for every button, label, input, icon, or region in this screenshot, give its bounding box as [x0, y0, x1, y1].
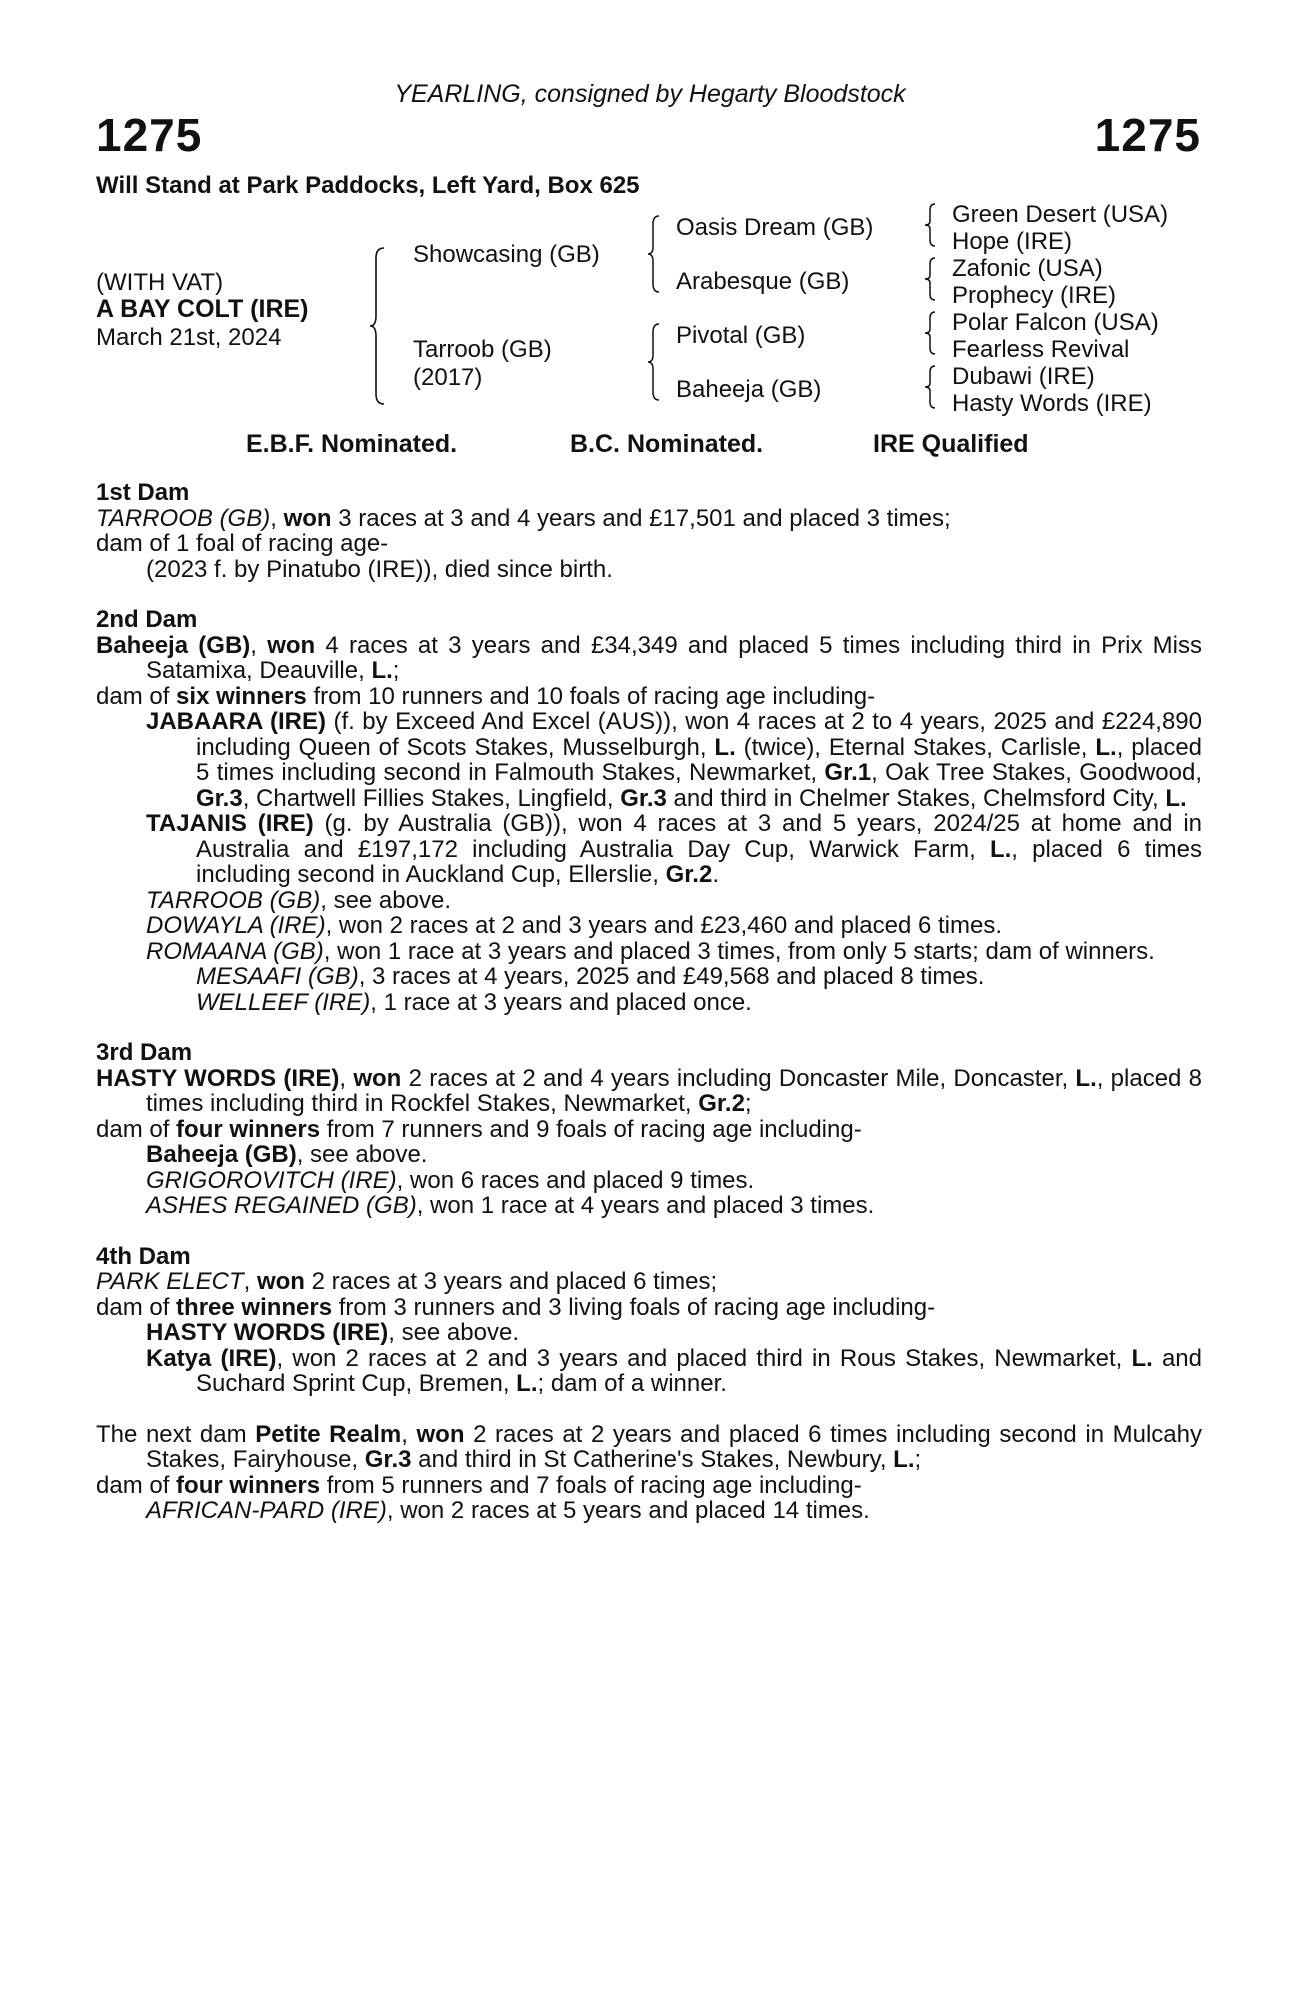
produce-entry: ASHES REGAINED (GB), won 1 race at 4 years and placed 3 times.	[146, 1192, 875, 1219]
dam-record: HASTY WORDS (IRE), won 2 races at 2 and 4 years including Doncaster Mile, Doncaster, L., placed 8 times including third in Rockfel Stakes, Newmarket, Gr.2;	[96, 1064, 1203, 1117]
dam-record: TARROOB (GB), won 3 races at 3 and 4 years and £17,501 and placed 3 times;	[96, 504, 951, 532]
produce-line: dam of three winners from 3 runners and 3 living foals of racing age including-	[96, 1293, 936, 1321]
pedigree-brace-main	[368, 246, 390, 406]
produce-entry: Katya (IRE), won 2 races at 2 and 3 years and placed third in Rous Stakes, Newmarket, L. and Suchard Sprint Cup, Bremen, L.; dam of a winner.	[146, 1344, 1202, 1397]
dam-record: The next dam Petite Realm, won 2 races at 2 years and placed 6 times including second in Mulcahy Stakes, Fairyhouse, Gr.3 and third in St Catherine's Stakes, Newbury, L.;	[96, 1420, 1203, 1473]
first-dam-section	[96, 480, 1202, 582]
pedigree-sire-sire: Oasis Dream (GB)	[676, 214, 874, 241]
produce-entry: TAJANIS (IRE) (g. by Australia (GB)), won 4 races at 3 and 5 years, 2024/25 at home and in Australia and £197,172 including Australia Day Cup, Warwick Farm, L., placed 6 times including second in Auckland Cup, Ellerslie, Gr.2.	[146, 810, 1203, 888]
fourth-dam-section	[96, 1244, 1202, 1397]
dam-name: TARROOB (GB)	[96, 504, 271, 532]
stand-location: Will Stand at Park Paddocks, Left Yard, Box 625	[96, 172, 640, 199]
lot-number-left: 1275	[96, 109, 203, 161]
pedigree-g3-3: Zafonic (USA)	[952, 255, 1103, 282]
section-heading: 3rd Dam	[96, 1039, 193, 1066]
foal-entry: (2023 f. by Pinatubo (IRE)), died since birth.	[146, 555, 613, 583]
pedigree-sire: Showcasing (GB)	[413, 241, 600, 268]
bc-nomination: B.C. Nominated.	[570, 430, 764, 458]
pedigree-g3-8: Hasty Words (IRE)	[952, 390, 1152, 417]
produce-entry: AFRICAN-PARD (IRE), won 2 races at 5 years and placed 14 times.	[146, 1497, 870, 1524]
pedigree-brace-g3	[924, 310, 938, 356]
lot-number-right: 1275	[1094, 109, 1201, 161]
dam-record: Baheeja (GB), won 4 races at 3 years and £34,349 and placed 5 times including third in Prix Miss Satamixa, Deauville, L.;	[96, 631, 1203, 684]
third-dam-section	[96, 1040, 1202, 1219]
horse-dob: March 21st, 2024	[96, 324, 282, 351]
produce-entry: DOWAYLA (IRE), won 2 races at 2 and 3 years and £23,460 and placed 6 times.	[146, 912, 1003, 939]
produce-entry: Baheeja (GB), see above.	[146, 1141, 428, 1168]
pedigree-g3-6: Fearless Revival	[952, 336, 1130, 363]
pedigree-brace-dam	[647, 322, 663, 402]
catalogue-subtitle: YEARLING, consigned by Hegarty Bloodstock	[394, 80, 906, 108]
pedigree-brace-sire	[647, 214, 663, 294]
produce-entry: GRIGOROVITCH (IRE), won 6 races and placed 9 times.	[146, 1166, 755, 1194]
horse-name: A BAY COLT (IRE)	[96, 295, 309, 323]
section-heading: 4th Dam	[96, 1242, 191, 1270]
dam-name: PARK ELECT	[96, 1268, 244, 1295]
produce-line: dam of six winners from 10 runners and 10 foals of racing age including-	[96, 682, 876, 710]
pedigree-sire-dam: Arabesque (GB)	[676, 268, 850, 295]
pedigree-brace-g2	[924, 256, 938, 302]
section-heading: 1st Dam	[96, 479, 190, 506]
dam-name: HASTY WORDS (IRE)	[96, 1064, 340, 1092]
produce-entry: HASTY WORDS (IRE), see above.	[146, 1319, 519, 1346]
pedigree-g3-4: Prophecy (IRE)	[952, 282, 1117, 309]
section-heading: 2nd Dam	[96, 606, 198, 633]
pedigree-g3-5: Polar Falcon (USA)	[952, 309, 1159, 336]
next-dam-section	[96, 1422, 1202, 1524]
pedigree-brace-g4	[924, 364, 938, 410]
second-dam-section	[96, 607, 1202, 1015]
grand-produce-entry: WELLEEF (IRE), 1 race at 3 years and placed once.	[196, 988, 752, 1016]
pedigree-g3-1: Green Desert (USA)	[952, 201, 1169, 228]
pedigree-dam-dam: Baheeja (GB)	[676, 376, 822, 403]
pedigree-g3-2: Hope (IRE)	[952, 228, 1073, 255]
pedigree-notes	[96, 480, 1202, 1549]
pedigree-dam-sire: Pivotal (GB)	[676, 322, 806, 349]
pedigree-brace-g1	[924, 202, 938, 248]
produce-line: dam of four winners from 5 runners and 7 foals of racing age including-	[96, 1471, 862, 1499]
produce-entry: TARROOB (GB), see above.	[146, 886, 451, 914]
produce-line: dam of four winners from 7 runners and 9 foals of racing age including-	[96, 1115, 862, 1143]
produce-entry: JABAARA (IRE) (f. by Exceed And Excel (AUS)), won 4 races at 2 to 4 years, 2025 and £224,890 including Queen of Scots Stakes, Musselburgh, L. (twice), Eternal Stakes, Carlisle, L., placed 5 times including second in Falmouth Stakes, Newmarket, Gr.1, Oak Tree Stakes, Goodwood, Gr.3, Chartwell Fillies Stakes, Lingfield, Gr.3 and third in Chelmer Stakes, Chelmsford City, L.	[146, 708, 1203, 812]
grand-produce-entry: MESAAFI (GB), 3 races at 4 years, 2025 and £49,568 and placed 8 times.	[196, 963, 985, 990]
pedigree-g3-7: Dubawi (IRE)	[952, 363, 1095, 390]
pedigree-dam: Tarroob (GB)	[413, 336, 552, 363]
produce-line: dam of 1 foal of racing age-	[96, 530, 389, 557]
dam-name: Baheeja (GB)	[96, 631, 251, 659]
dam-record: PARK ELECT, won 2 races at 3 years and placed 6 times;	[96, 1268, 718, 1295]
produce-entry: ROMAANA (GB), won 1 race at 3 years and placed 3 times, from only 5 starts; dam of winners.	[146, 937, 1155, 965]
vat-note: (WITH VAT)	[96, 269, 224, 296]
ire-qualified: IRE Qualified	[873, 430, 1029, 458]
dam-name: Petite Realm	[255, 1420, 402, 1448]
ebf-nomination: E.B.F. Nominated.	[246, 430, 458, 458]
pedigree-dam-year: (2017)	[413, 364, 483, 391]
